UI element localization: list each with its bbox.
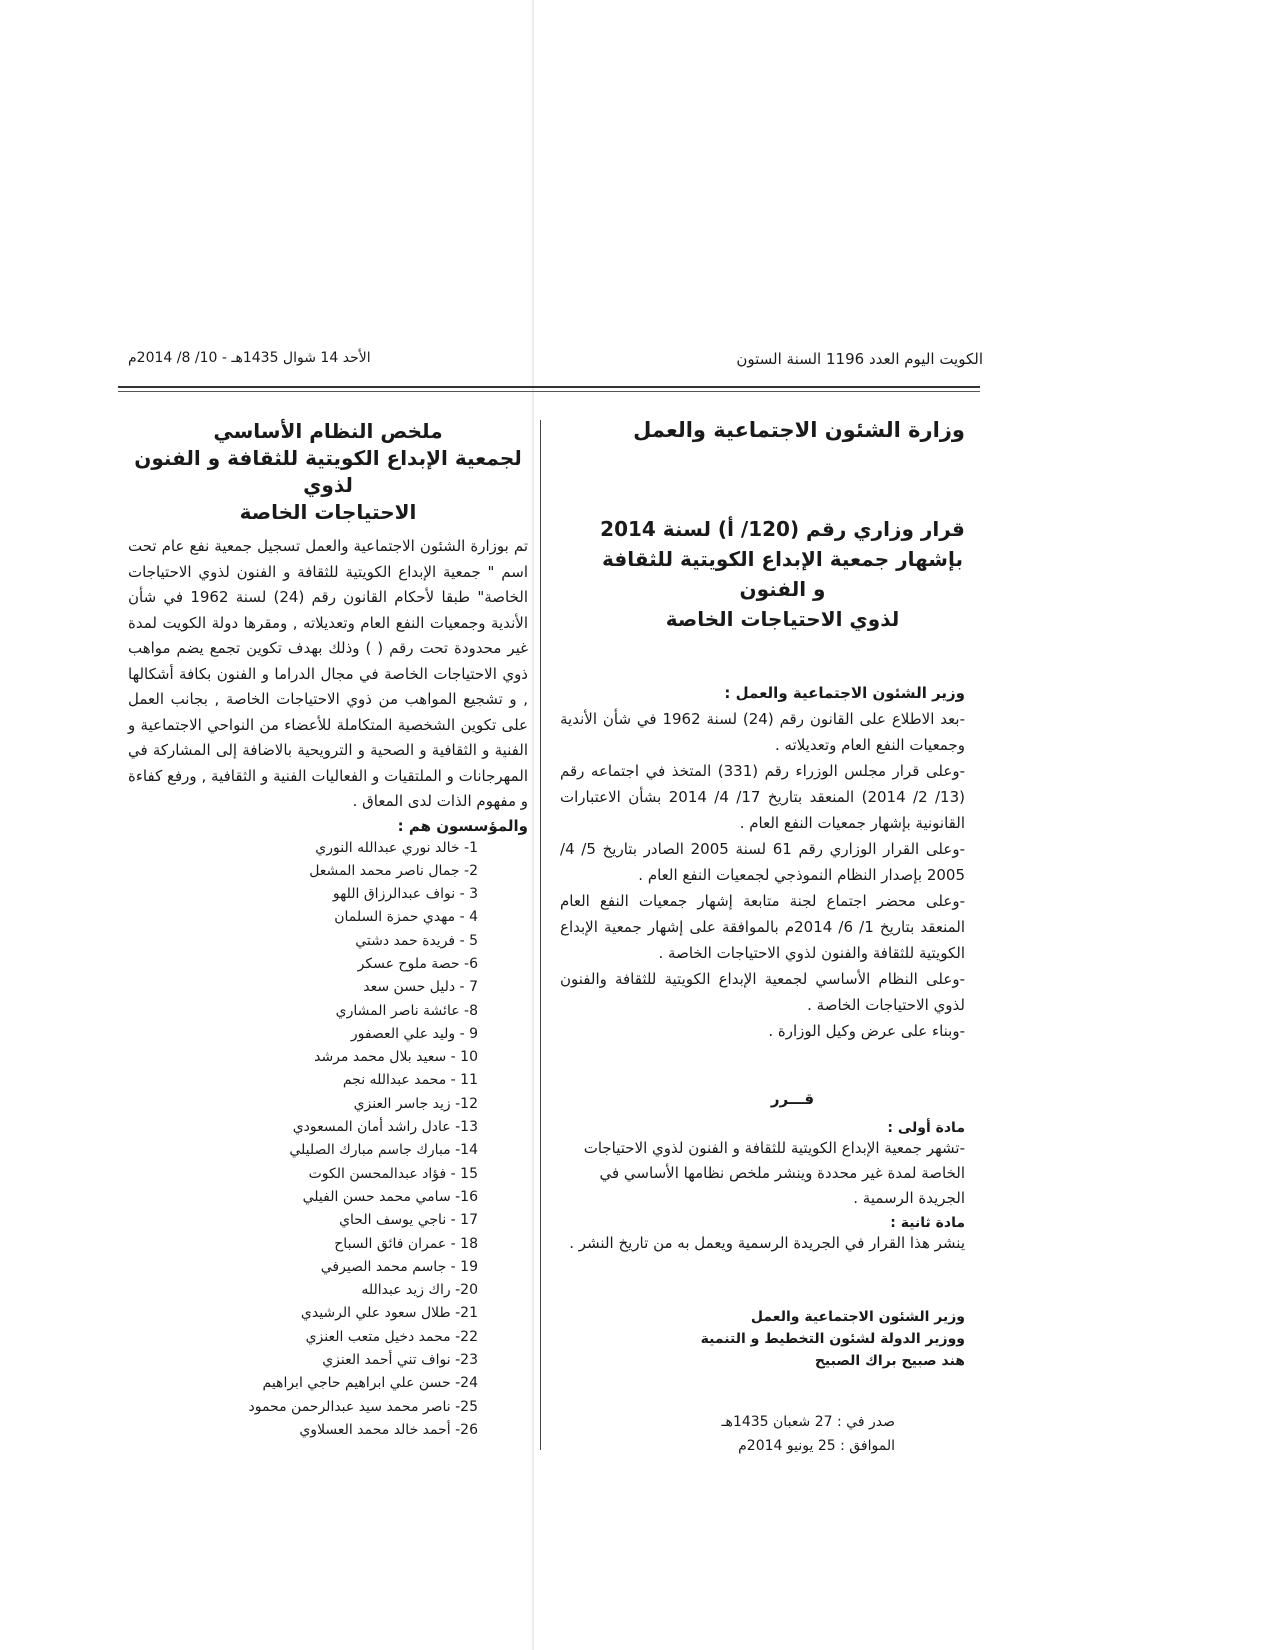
preamble-clause: -وعلى محضر اجتماع لجنة متابعة إشهار جمعيات النفع العام المنعقد بتاريخ 1/ 6/ 2014م بالموافقة على إشهار جمعية الإبداع الكويتية للثقافة والفنون لذوي الاحتياجات الخاصة . <box>560 892 966 962</box>
founder-item: 25- ناصر محمد سيد عبدالرحمن محمود <box>248 1398 478 1415</box>
founder-item: 17 - ناجي يوسف الحاي <box>339 1212 478 1229</box>
founder-item: 14- مبارك جاسم مبارك الصليلي <box>289 1142 478 1159</box>
founder-item: 7 - دليل حسن سعد <box>363 979 478 996</box>
decided-heading: قـــرر <box>770 1090 815 1108</box>
header-rule-thick <box>118 386 980 388</box>
founder-item: 6- حصة ملوح عسكر <box>357 955 478 972</box>
article-two-body: ينشر هذا القرار في الجريدة الرسمية ويعمل به من تاريخ النشر . <box>569 1234 965 1252</box>
signature-name: هند صبيح براك الصبيح <box>814 1353 965 1369</box>
signature-line: وزير الشئون الاجتماعية والعمل <box>750 1309 965 1325</box>
decree-title-line: لذوي الاحتياجات الخاصة <box>665 607 900 631</box>
signature-block <box>560 1306 965 1372</box>
founder-item: 8- عائشة ناصر المشاري <box>335 1002 478 1019</box>
summary-column <box>128 418 528 1442</box>
header-rule-thin <box>118 391 980 392</box>
article-one-body: -تشهر جمعية الإبداع الكويتية للثقافة و الفنون لذوي الاحتياجات الخاصة لمدة غير محددة وينشر ملخص نظامها الأساسي في الجريدة الرسمية . <box>583 1139 965 1207</box>
decree-column <box>560 418 965 1458</box>
founder-item: 1- خالد نوري عبدالله النوري <box>315 839 478 856</box>
preamble-clause: -وعلى قرار مجلس الوزراء رقم (331) المتخذ في اجتماعه رقم (13/ 2/ 2014) المنعقد بتاريخ 17/ 4/ 2014 بشأن الاعتبارات القانونية بإشهار جمعيات النفع العام . <box>560 762 965 832</box>
issue-date-gregorian: الموافق : 25 يونيو 2014م <box>738 1438 895 1454</box>
founder-item: 24- حسن علي ابراهيم حاجي ابراهيم <box>262 1375 478 1392</box>
founder-item: 10 - سعيد بلال محمد مرشد <box>314 1049 478 1066</box>
summary-title <box>128 418 528 526</box>
founder-item: 3 - نواف عبدالرزاق اللهو <box>332 886 478 903</box>
founder-item: 5 - فريدة حمد دشتي <box>355 932 478 949</box>
founder-item: 20- راك زيد عبدالله <box>361 1282 478 1299</box>
summary-title-line: لجمعية الإبداع الكويتية للثقافة و الفنون لذوي <box>134 446 522 497</box>
gazette-header-issue: الكويت اليوم العدد 1196 السنة الستون <box>736 350 983 368</box>
founder-item: 22- محمد دخيل متعب العنزي <box>305 1328 478 1345</box>
summary-title-line: ملخص النظام الأساسي <box>213 419 443 443</box>
signature-line: ووزير الدولة لشئون التخطيط و التنمية <box>700 1331 965 1347</box>
gazette-header-date: الأحد 14 شوال 1435هـ - 10/ 8/ 2014م <box>128 350 371 366</box>
preamble-clause: -وبناء على عرض وكيل الوزارة . <box>768 1022 965 1040</box>
founder-item: 19 - جاسم محمد الصيرفي <box>320 1258 478 1275</box>
preamble-clause: -وعلى النظام الأساسي لجمعية الإبداع الكويتية للثقافة والفنون لذوي الاحتياجات الخاصة . <box>560 970 965 1014</box>
founder-item: 11 - محمد عبدالله نجم <box>342 1072 478 1089</box>
decree-title <box>560 514 965 634</box>
preamble-clause: -وعلى القرار الوزاري رقم 61 لسنة 2005 الصادر بتاريخ 5/ 4/ 2005 بإصدار النظام النموذجي لجمعيات النفع العام . <box>560 840 966 884</box>
founder-item: 9 - وليد علي العصفور <box>350 1025 478 1042</box>
issue-date-hijri: صدر في : 27 شعبان 1435هـ <box>721 1414 895 1430</box>
article-one-title: مادة أولى : <box>887 1120 965 1136</box>
decree-title-line: قرار وزاري رقم (120/ أ) لسنة 2014 <box>600 517 965 541</box>
founder-item: 2- جمال ناصر محمد المشعل <box>309 862 478 879</box>
issue-date-block <box>560 1410 965 1458</box>
minister-line: وزير الشئون الاجتماعية والعمل : <box>724 684 965 702</box>
preamble-clause: -بعد الاطلاع على القانون رقم (24) لسنة 1962 في شأن الأندية وجمعيات النفع العام وتعديلاته . <box>560 710 965 754</box>
founder-item: 21- طلال سعود علي الرشيدي <box>300 1305 478 1322</box>
scan-fold-shadow <box>532 0 534 1650</box>
founder-item: 23- نواف تني أحمد العنزي <box>322 1352 478 1369</box>
founder-item: 15 - فؤاد عبدالمحسن الكوت <box>308 1165 478 1182</box>
founder-item: 13- عادل راشد أمان المسعودي <box>292 1119 478 1136</box>
decree-title-line: بإشهار جمعية الإبداع الكويتية للثقافة و الفنون <box>602 547 963 601</box>
founder-item: 12- زيد جاسر العنزي <box>353 1095 478 1112</box>
article-two-title: مادة ثانية : <box>890 1215 965 1231</box>
founders-label: والمؤسسون هم : <box>397 816 528 835</box>
founder-item: 4 - مهدي حمزة السلمان <box>334 909 478 926</box>
founder-item: 18 - عمران فائق السباح <box>334 1235 478 1252</box>
ministry-heading: وزارة الشئون الاجتماعية والعمل <box>633 418 965 442</box>
founder-item: 26- أحمد خالد محمد العسلاوي <box>299 1421 478 1438</box>
founder-item: 16- سامي محمد حسن الفيلي <box>302 1188 478 1205</box>
summary-body: تم بوزارة الشئون الاجتماعية والعمل تسجيل جمعية نفع عام تحت اسم " جمعية الإبداع الكويتية للثقافة و الفنون لذوي الاحتياجات الخاصة" طبقا لأحكام القانون رقم (24) لسنة 1962 في شأن الأندية وجمعيات النفع العام وتعديلاته , ومقرها دولة الكويت لمدة غير محدودة تحت رقم ( ) وذلك بهدف تكوين تجمع يضم مواهب ذوي الاحتياجات الخاصة في مجال الدراما و الفنون بكافة أشكالها , و تشجيع المواهب من ذوي الاحتياجات الخاصة , بجانب العمل على تكوين الشخصية المتكاملة للأعضاء من النواحي الاجتماعية و الفنية و الثقافية و الصحية و الترويحية بالاضافة إلى المشاركة في المهرجانات و الملتقيات و الفعاليات الفنية و الثقافية , ورفع كفاءة و مفهوم الذات لدى المعاق . <box>128 537 528 810</box>
column-divider <box>540 420 541 1450</box>
founders-list <box>128 837 528 1443</box>
summary-title-line: الاحتياجات الخاصة <box>239 500 417 524</box>
